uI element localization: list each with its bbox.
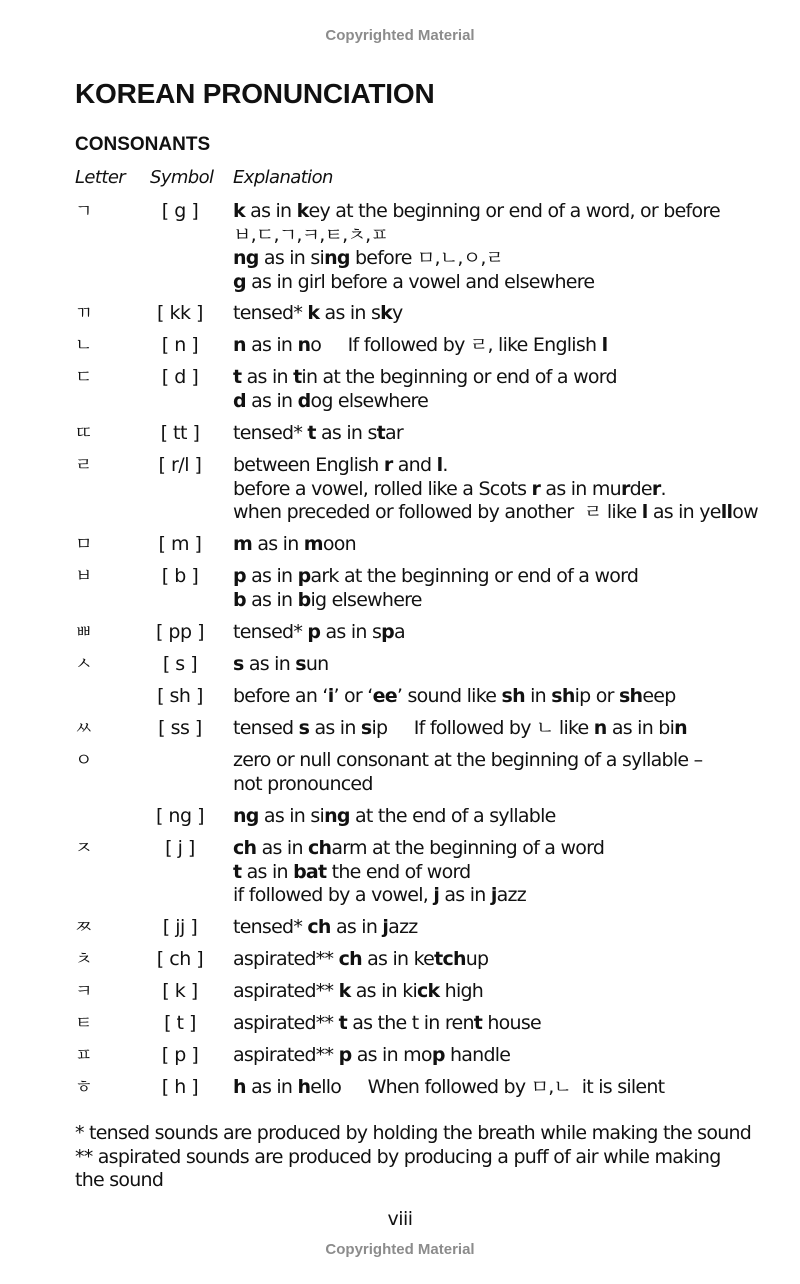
explanation-text: as in bbox=[256, 837, 309, 859]
explanation-text: a bbox=[393, 621, 405, 643]
explanation bbox=[233, 805, 793, 829]
explanation bbox=[233, 685, 793, 709]
explanation-line bbox=[233, 805, 793, 829]
romanization-symbol: [ ss ] bbox=[158, 717, 202, 739]
explanation-line bbox=[233, 533, 793, 557]
emphasized-sound: p bbox=[381, 621, 394, 643]
hangul-letter: ㅌ bbox=[75, 1013, 93, 1034]
explanation-text: ip or bbox=[574, 685, 619, 707]
emphasized-sound: r bbox=[620, 477, 630, 500]
explanation-line bbox=[233, 653, 793, 677]
romanization-symbol: [ r/l ] bbox=[158, 454, 202, 476]
explanation-text: as in mo bbox=[351, 1044, 432, 1066]
explanation-line bbox=[233, 773, 793, 797]
emphasized-sound: n bbox=[593, 717, 607, 739]
explanation-text: ey at the beginning or end of a word, or before bbox=[308, 200, 720, 222]
emphasized-sound: ee bbox=[372, 685, 397, 707]
explanation-text: ’ or ‘ bbox=[333, 685, 373, 707]
explanation-text: as in s bbox=[320, 621, 382, 643]
emphasized-sound: t bbox=[376, 422, 385, 444]
explanation-text: as the t in ren bbox=[346, 1012, 474, 1034]
explanation bbox=[233, 980, 793, 1004]
explanation-text: ark at the beginning or end of a word bbox=[310, 565, 639, 587]
hangul-letter: ㅁ bbox=[75, 534, 93, 555]
explanation-text: as in bbox=[245, 334, 298, 356]
explanation-line bbox=[233, 837, 793, 861]
explanation-text: as in bbox=[252, 533, 304, 555]
explanation-line bbox=[233, 749, 793, 773]
hangul-letter: ㅋ bbox=[75, 981, 93, 1002]
explanation-text: tensed* bbox=[233, 916, 308, 938]
explanation bbox=[233, 653, 793, 677]
explanation-text: as in si bbox=[258, 247, 325, 269]
explanation bbox=[233, 749, 793, 796]
emphasized-sound: t bbox=[233, 366, 242, 388]
watermark-bottom: Copyrighted Material bbox=[325, 1241, 475, 1258]
explanation-line bbox=[233, 501, 793, 525]
romanization-symbol: [ d ] bbox=[161, 366, 199, 388]
explanation-text: tensed* bbox=[233, 302, 308, 324]
explanation-text: ig elsewhere bbox=[310, 588, 422, 611]
emphasized-sound: j bbox=[433, 884, 440, 906]
explanation-line bbox=[233, 589, 793, 613]
romanization-symbol: [ h ] bbox=[161, 1076, 199, 1098]
explanation-text: as in ye bbox=[647, 501, 721, 523]
explanation-text: as in bbox=[241, 860, 294, 883]
hangul-letter: ㅇ bbox=[75, 750, 93, 771]
explanation-line bbox=[233, 334, 793, 358]
romanization-symbol: [ pp ] bbox=[155, 621, 205, 643]
explanation-text: tensed* bbox=[233, 621, 308, 643]
explanation-text: ㅂ,ㄷ,ㄱ,ㅋ,ㅌ,ㅊ,ㅍ bbox=[233, 223, 388, 246]
explanation-text: as in bbox=[243, 653, 296, 675]
explanation-line bbox=[233, 1076, 793, 1100]
emphasized-sound: l bbox=[436, 454, 443, 476]
explanation-line bbox=[233, 454, 793, 478]
explanation-text: as in bbox=[245, 389, 298, 412]
emphasized-sound: k bbox=[233, 200, 245, 222]
explanation-text: tensed bbox=[233, 717, 299, 739]
column-header-letter: Letter bbox=[75, 167, 126, 188]
explanation-text: as in s bbox=[319, 302, 381, 324]
explanation-line bbox=[233, 621, 793, 645]
romanization-symbol: [ g ] bbox=[161, 200, 199, 222]
emphasized-sound: k bbox=[296, 200, 309, 222]
hangul-letter: ㅂ bbox=[75, 566, 93, 587]
page-title: KOREAN PRONUNCIATION bbox=[75, 78, 435, 109]
emphasized-sound: ng bbox=[324, 247, 350, 269]
explanation-text: de bbox=[629, 477, 652, 500]
romanization-symbol: [ sh ] bbox=[157, 685, 203, 707]
explanation bbox=[233, 366, 793, 413]
emphasized-sound: n bbox=[297, 334, 311, 356]
explanation-line bbox=[233, 980, 793, 1004]
explanation-text: the end of word bbox=[326, 860, 471, 883]
hangul-letter: ㅃ bbox=[75, 622, 93, 643]
explanation-text: as in bbox=[330, 916, 383, 938]
hangul-letter: ㅅ bbox=[75, 654, 93, 675]
emphasized-sound: b bbox=[233, 588, 246, 611]
explanation-text: handle bbox=[444, 1044, 511, 1066]
romanization-symbol: [ k ] bbox=[162, 980, 198, 1002]
explanation-text: ow bbox=[732, 501, 758, 523]
footnote-line: * tensed sounds are produced by holding the breath while making the sound bbox=[75, 1122, 752, 1144]
emphasized-sound: ng bbox=[324, 805, 350, 827]
explanation-text: as in bbox=[245, 1076, 298, 1098]
hangul-letter: ㄷ bbox=[75, 367, 93, 388]
romanization-symbol: [ j ] bbox=[165, 837, 195, 859]
emphasized-sound: m bbox=[233, 533, 253, 555]
emphasized-sound: s bbox=[360, 717, 372, 739]
hangul-letter: ㄸ bbox=[75, 423, 93, 444]
page-number: viii bbox=[387, 1208, 413, 1230]
explanation-line bbox=[233, 948, 793, 972]
explanation-text: aspirated** bbox=[233, 948, 339, 970]
explanation bbox=[233, 454, 793, 525]
hangul-letter: ㅈ bbox=[75, 838, 93, 859]
explanation-line bbox=[233, 302, 793, 326]
hangul-letter: ㅊ bbox=[75, 949, 93, 970]
explanation bbox=[233, 422, 793, 446]
hangul-letter: ㄲ bbox=[75, 303, 93, 324]
hangul-letter: ㄹ bbox=[75, 455, 93, 476]
emphasized-sound: tch bbox=[434, 948, 466, 970]
explanation-text: as in bbox=[309, 717, 361, 739]
emphasized-sound: g bbox=[233, 270, 246, 293]
explanation bbox=[233, 1044, 793, 1068]
explanation bbox=[233, 533, 793, 557]
explanation-text: as in girl before a vowel and elsewhere bbox=[245, 270, 595, 293]
explanation-text: aspirated** bbox=[233, 1044, 339, 1066]
emphasized-sound: s bbox=[233, 653, 244, 675]
emphasized-sound: ch bbox=[233, 837, 257, 859]
hangul-letter: ㄴ bbox=[75, 335, 93, 356]
explanation-text: as in bbox=[244, 200, 297, 222]
explanation-text: eep bbox=[642, 685, 676, 707]
emphasized-sound: ch bbox=[307, 916, 331, 938]
emphasized-sound: n bbox=[233, 334, 246, 356]
romanization-symbol: [ ch ] bbox=[156, 948, 204, 970]
explanation-text: ip If followed by ㄴ like bbox=[371, 717, 594, 739]
explanation-line bbox=[233, 422, 793, 446]
emphasized-sound: d bbox=[233, 389, 246, 412]
emphasized-sound: b bbox=[297, 588, 311, 611]
footnotes bbox=[75, 1122, 775, 1193]
explanation-line bbox=[233, 565, 793, 589]
explanation-text: as in bbox=[245, 565, 298, 587]
emphasized-sound: t bbox=[293, 366, 302, 388]
explanation-line bbox=[233, 1012, 793, 1036]
explanation bbox=[233, 302, 793, 326]
emphasized-sound: j bbox=[490, 884, 497, 906]
emphasized-sound: r bbox=[383, 454, 393, 476]
explanation-line bbox=[233, 224, 793, 248]
explanation-text: up bbox=[465, 948, 489, 970]
emphasized-sound: h bbox=[297, 1076, 311, 1098]
explanation-text: when preceded or followed by another ㄹ like bbox=[233, 501, 642, 523]
explanation-text: as in bbox=[439, 884, 491, 906]
explanation-line bbox=[233, 861, 793, 885]
romanization-symbol: [ p ] bbox=[161, 1044, 199, 1066]
romanization-symbol: [ tt ] bbox=[160, 422, 200, 444]
emphasized-sound: p bbox=[431, 1044, 445, 1066]
explanation-text: before an ‘ bbox=[233, 685, 328, 707]
explanation-text: as in bbox=[245, 588, 298, 611]
emphasized-sound: r bbox=[651, 477, 661, 500]
romanization-symbol: [ jj ] bbox=[162, 916, 198, 938]
emphasized-sound: j bbox=[382, 916, 389, 938]
explanation-text: ’ sound like bbox=[396, 685, 502, 707]
explanation-text: azz bbox=[496, 884, 526, 906]
explanation-text: as in ke bbox=[361, 948, 435, 970]
explanation-line bbox=[233, 478, 793, 502]
romanization-symbol: [ b ] bbox=[161, 565, 199, 587]
explanation-text: zero or null consonant at the beginning of a syllable – bbox=[233, 749, 703, 771]
emphasized-sound: p bbox=[338, 1044, 352, 1066]
explanation-text: if followed by a vowel, bbox=[233, 884, 434, 906]
explanation bbox=[233, 1012, 793, 1036]
watermark-top: Copyrighted Material bbox=[325, 27, 475, 44]
emphasized-sound: ck bbox=[416, 980, 440, 1002]
explanation-text: house bbox=[482, 1012, 541, 1034]
explanation bbox=[233, 621, 793, 645]
emphasized-sound: t bbox=[307, 422, 316, 444]
emphasized-sound: h bbox=[233, 1076, 246, 1098]
emphasized-sound: n bbox=[674, 717, 687, 739]
explanation-text: . bbox=[442, 454, 448, 476]
explanation-text: ello When followed by ㅁ,ㄴ it is silent bbox=[310, 1076, 665, 1098]
hangul-letter: ㅎ bbox=[75, 1077, 93, 1098]
explanation-text: not pronounced bbox=[233, 772, 373, 795]
explanation bbox=[233, 717, 793, 741]
explanation-text: oon bbox=[322, 533, 356, 555]
explanation-line bbox=[233, 717, 793, 741]
explanation bbox=[233, 334, 793, 358]
romanization-symbol: [ ng ] bbox=[155, 805, 204, 827]
explanation-line bbox=[233, 884, 793, 908]
emphasized-sound: sh bbox=[551, 685, 575, 707]
hangul-letter: ㄱ bbox=[75, 201, 93, 222]
emphasized-sound: r bbox=[531, 477, 541, 500]
explanation-line bbox=[233, 271, 793, 295]
emphasized-sound: p bbox=[233, 565, 246, 587]
emphasized-sound: l bbox=[601, 334, 608, 356]
explanation bbox=[233, 837, 793, 908]
emphasized-sound: sh bbox=[618, 685, 643, 707]
explanation-line bbox=[233, 247, 793, 271]
explanation-text: aspirated** bbox=[233, 1012, 339, 1034]
explanation-text: as in mu bbox=[540, 477, 621, 500]
explanation-text: as in si bbox=[258, 805, 325, 827]
explanation bbox=[233, 200, 793, 294]
explanation-line bbox=[233, 916, 793, 940]
footnote-line: ** aspirated sounds are produced by producing a puff of air while making bbox=[75, 1145, 721, 1168]
column-header-explanation: Explanation bbox=[233, 167, 333, 188]
emphasized-sound: ll bbox=[720, 501, 733, 523]
explanation-text: aspirated** bbox=[233, 980, 339, 1002]
emphasized-sound: sh bbox=[501, 685, 525, 707]
explanation-text: arm at the beginning of a word bbox=[331, 837, 605, 859]
explanation-text: ar bbox=[384, 422, 403, 444]
hangul-letter: ㅆ bbox=[75, 718, 93, 739]
emphasized-sound: p bbox=[297, 565, 311, 587]
explanation-line bbox=[233, 366, 793, 390]
emphasized-sound: l bbox=[641, 501, 648, 523]
emphasized-sound: k bbox=[307, 302, 320, 324]
explanation bbox=[233, 916, 793, 940]
explanation-text: as in bbox=[241, 366, 294, 388]
explanation-text: as in s bbox=[315, 422, 377, 444]
explanation-line bbox=[233, 1044, 793, 1068]
explanation-line bbox=[233, 200, 793, 224]
emphasized-sound: s bbox=[298, 717, 310, 739]
emphasized-sound: p bbox=[307, 621, 321, 643]
explanation-text: and bbox=[392, 454, 437, 476]
emphasized-sound: ch bbox=[338, 948, 362, 970]
explanation bbox=[233, 565, 793, 612]
explanation-text: in at the beginning or end of a word bbox=[301, 366, 617, 388]
emphasized-sound: i bbox=[327, 685, 334, 707]
explanation-text: azz bbox=[388, 916, 418, 938]
emphasized-sound: bat bbox=[293, 860, 327, 883]
emphasized-sound: s bbox=[295, 653, 306, 675]
emphasized-sound: d bbox=[297, 389, 311, 412]
emphasized-sound: ch bbox=[308, 837, 332, 859]
romanization-symbol: [ n ] bbox=[161, 334, 199, 356]
explanation-text: tensed* bbox=[233, 422, 308, 444]
emphasized-sound: t bbox=[233, 860, 242, 883]
explanation bbox=[233, 948, 793, 972]
hangul-letter: ㅍ bbox=[75, 1045, 93, 1066]
explanation-text: before ㅁ,ㄴ,ㅇ,ㄹ bbox=[349, 247, 504, 269]
explanation-text: in bbox=[524, 685, 552, 707]
explanation-text: y bbox=[392, 302, 403, 324]
emphasized-sound: ng bbox=[233, 805, 259, 827]
footnote-line: the sound bbox=[75, 1169, 164, 1191]
emphasized-sound: t bbox=[338, 1012, 347, 1034]
romanization-symbol: [ t ] bbox=[164, 1012, 196, 1034]
explanation-line bbox=[233, 685, 793, 709]
explanation-text: at the end of a syllable bbox=[349, 805, 556, 827]
emphasized-sound: t bbox=[473, 1012, 483, 1034]
section-heading: CONSONANTS bbox=[75, 134, 211, 155]
explanation-text: between English bbox=[233, 454, 384, 476]
explanation-text: og elsewhere bbox=[310, 389, 429, 412]
emphasized-sound: k bbox=[380, 302, 393, 324]
explanation-text: o If followed by ㄹ, like English bbox=[310, 334, 602, 356]
romanization-symbol: [ m ] bbox=[158, 533, 202, 555]
explanation-text: high bbox=[439, 980, 484, 1002]
emphasized-sound: m bbox=[303, 533, 323, 555]
romanization-symbol: [ s ] bbox=[162, 653, 198, 675]
romanization-symbol: [ kk ] bbox=[157, 302, 203, 324]
explanation-text: as in ki bbox=[350, 980, 417, 1002]
explanation-text: as in bi bbox=[606, 717, 675, 739]
explanation-text: un bbox=[305, 653, 329, 675]
emphasized-sound: k bbox=[338, 980, 351, 1002]
explanation bbox=[233, 1076, 793, 1100]
emphasized-sound: ng bbox=[233, 247, 259, 269]
hangul-letter: ㅉ bbox=[75, 917, 93, 938]
explanation-text: . bbox=[660, 477, 666, 500]
column-header-symbol: Symbol bbox=[150, 167, 214, 188]
explanation-line bbox=[233, 390, 793, 414]
explanation-text: before a vowel, rolled like a Scots bbox=[233, 477, 532, 500]
